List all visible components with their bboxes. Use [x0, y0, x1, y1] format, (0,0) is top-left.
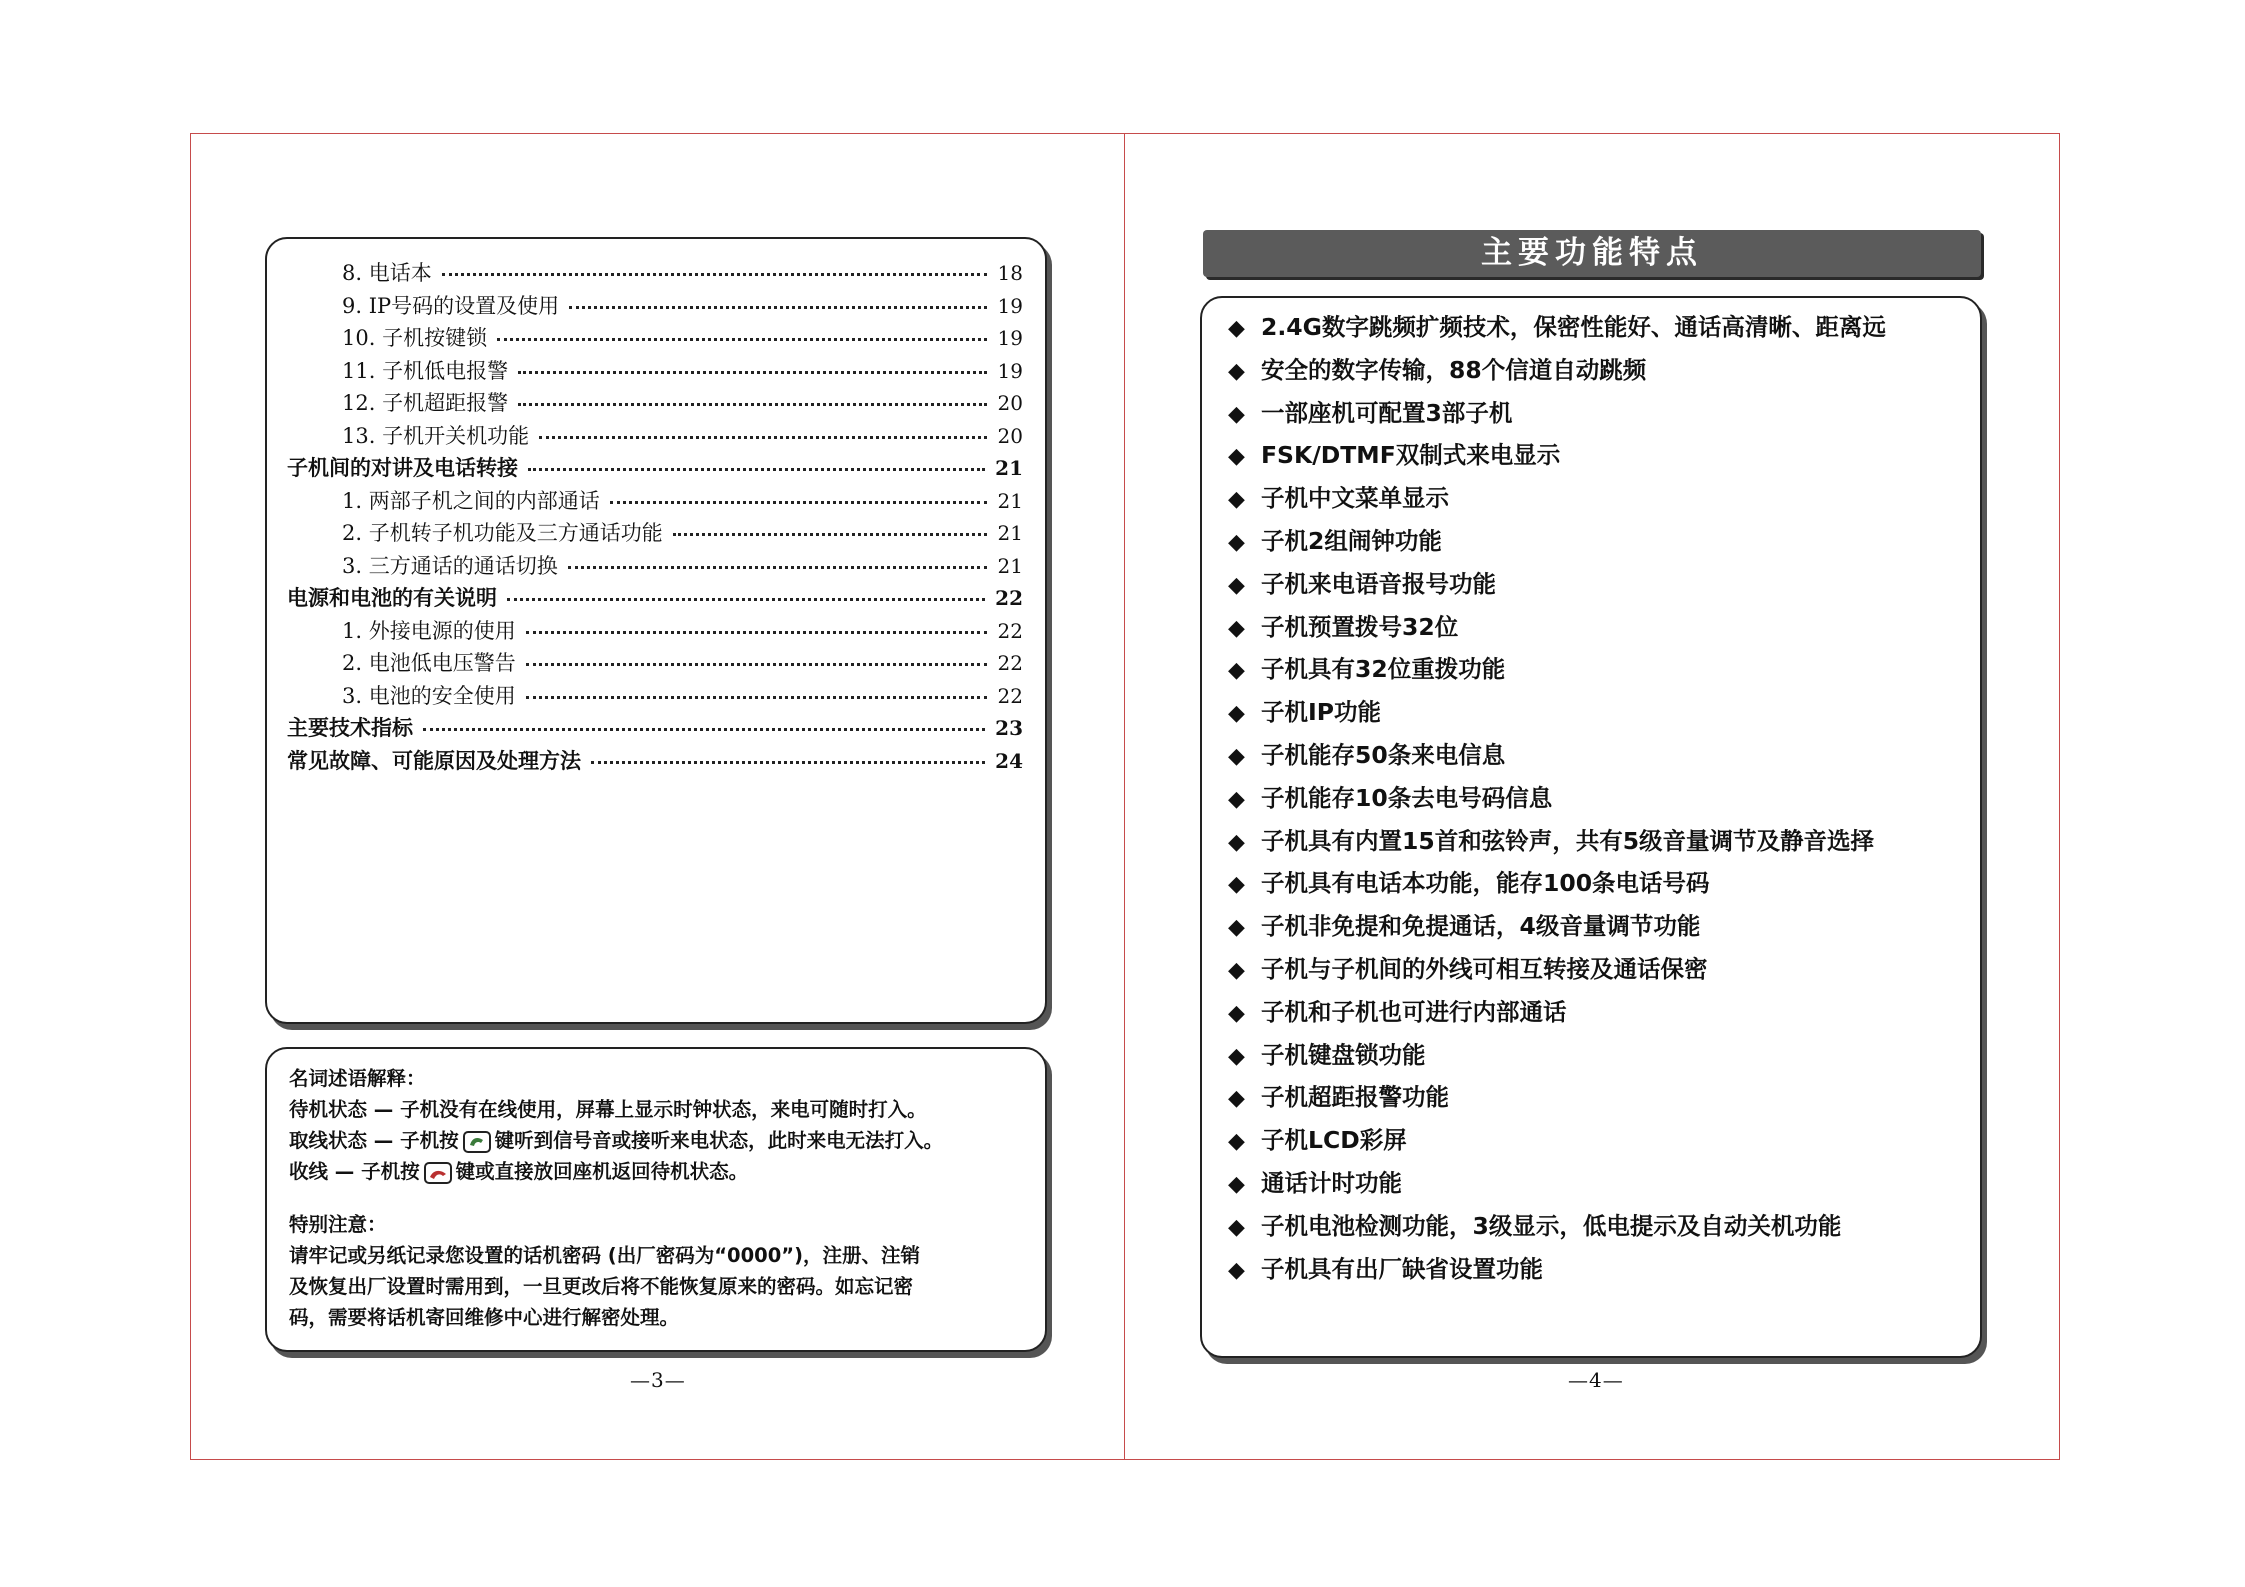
feature-text: 子机来电语音报号功能 [1261, 569, 1496, 598]
toc-leader-dots [591, 761, 985, 764]
feature-item [1228, 520, 1970, 563]
toc-leader-dots [526, 631, 987, 634]
toc-leader-dots [497, 338, 987, 341]
feature-text: 2.4G数字跳频扩频技术，保密性能好、通话高清晰、距离远 [1261, 313, 1886, 341]
glossary-panel [265, 1047, 1047, 1352]
toc-entry-page: 19 [997, 326, 1023, 350]
glossary-offhook-after: 键听到信号音或接听来电状态，此时来电无法打入。 [494, 1129, 944, 1152]
page-divider [1124, 133, 1125, 1460]
toc-entry [287, 420, 1023, 453]
feature-text: 子机2组闹钟功能 [1261, 526, 1442, 555]
toc-entry-page: 23 [995, 716, 1023, 740]
diamond-bullet-icon: ◆ [1228, 444, 1245, 470]
diamond-bullet-icon: ◆ [1228, 572, 1245, 598]
note-line-2: 及恢复出厂设置时需用到，一旦更改后将不能恢复原来的密码。如忘记密 [289, 1275, 914, 1298]
diamond-bullet-icon: ◆ [1228, 701, 1245, 727]
glossary-onhook-before: 收线 — 子机按 [289, 1160, 420, 1183]
feature-item [1228, 991, 1970, 1034]
page-number-left: —3— [630, 1368, 686, 1392]
diamond-bullet-icon: ◆ [1228, 658, 1245, 684]
feature-item [1228, 734, 1970, 777]
feature-item [1228, 392, 1970, 435]
toc-entry-page: 18 [997, 261, 1023, 285]
diamond-bullet-icon: ◆ [1228, 915, 1245, 941]
note-line-1: 请牢记或另纸记录您设置的话机密码 (出厂密码为“0000”)，注册、注销 [289, 1244, 921, 1267]
talk-key-icon [463, 1130, 491, 1154]
diamond-bullet-icon: ◆ [1228, 743, 1245, 769]
toc-entry [287, 485, 1023, 518]
toc-entry [287, 745, 1023, 778]
feature-text: FSK/DTMF双制式来电显示 [1261, 441, 1561, 470]
page-number-right: —4— [1568, 1368, 1624, 1392]
toc-list [287, 257, 1023, 777]
toc-entry-title: 子机间的对讲及电话转接 [287, 455, 518, 480]
toc-entry-page: 22 [995, 586, 1023, 610]
diamond-bullet-icon: ◆ [1228, 358, 1245, 384]
feature-text: 子机和子机也可进行内部通话 [1261, 997, 1567, 1026]
toc-entry-title: 电源和电池的有关说明 [287, 585, 497, 610]
diamond-bullet-icon: ◆ [1228, 401, 1245, 427]
toc-entry [287, 387, 1023, 420]
feature-item [1228, 948, 1970, 991]
diamond-bullet-icon: ◆ [1228, 1171, 1245, 1197]
feature-item [1228, 862, 1970, 905]
toc-entry-page: 22 [997, 683, 1023, 708]
diamond-bullet-icon: ◆ [1228, 529, 1245, 555]
feature-item [1228, 1034, 1970, 1077]
feature-text: 一部座机可配置3部子机 [1261, 398, 1513, 427]
toc-entry-title: 13. 子机开关机功能 [342, 423, 530, 448]
toc-entry-page: 19 [997, 293, 1023, 318]
diamond-bullet-icon: ◆ [1228, 316, 1245, 341]
features-list [1228, 306, 1970, 1290]
toc-entry [287, 517, 1023, 550]
feature-text: 子机具有32位重拨功能 [1261, 655, 1506, 684]
feature-text: 子机具有出厂缺省设置功能 [1261, 1254, 1543, 1283]
feature-text: 子机IP功能 [1261, 698, 1381, 727]
glossary-onhook-after: 键或直接放回座机返回待机状态。 [455, 1160, 749, 1183]
feature-text: 子机LCD彩屏 [1261, 1126, 1407, 1155]
feature-text: 通话计时功能 [1261, 1168, 1402, 1197]
toc-entry-title: 2. 子机转子机功能及三方通话功能 [342, 521, 663, 545]
toc-entry-page: 19 [997, 358, 1023, 383]
glossary-offhook [289, 1125, 1027, 1156]
feature-text: 子机超距报警功能 [1261, 1083, 1449, 1112]
toc-entry-page: 21 [997, 553, 1023, 578]
feature-item [1228, 1205, 1970, 1248]
toc-leader-dots [442, 273, 987, 276]
toc-entry [287, 452, 1023, 485]
feature-item [1228, 477, 1970, 520]
note-line-3: 码，需要将话机寄回维修中心进行解密处理。 [289, 1306, 680, 1329]
toc-entry [287, 550, 1023, 583]
feature-item [1228, 349, 1970, 392]
toc-entry [287, 257, 1023, 290]
toc-entry [287, 322, 1023, 355]
feature-item [1228, 1119, 1970, 1162]
toc-entry-title: 9. IP号码的设置及使用 [342, 293, 560, 318]
toc-entry-page: 20 [997, 423, 1023, 448]
toc-leader-dots [423, 728, 985, 731]
diamond-bullet-icon: ◆ [1228, 872, 1245, 898]
toc-leader-dots [526, 663, 987, 666]
toc-leader-dots [673, 533, 987, 536]
toc-entry-page: 21 [995, 456, 1023, 480]
feature-item [1228, 1248, 1970, 1291]
toc-entry-page: 22 [997, 618, 1023, 643]
toc-entry-title: 主要技术指标 [287, 715, 413, 740]
feature-text: 子机能存10条去电号码信息 [1261, 783, 1553, 812]
diamond-bullet-icon: ◆ [1228, 615, 1245, 641]
toc-entry [287, 712, 1023, 745]
feature-text: 子机能存50条来电信息 [1261, 740, 1506, 769]
feature-item [1228, 648, 1970, 691]
feature-item [1228, 905, 1970, 948]
toc-entry [287, 290, 1023, 323]
toc-leader-dots [539, 436, 987, 439]
feature-item [1228, 777, 1970, 820]
features-title: 主要功能特点 [1203, 230, 1981, 277]
diamond-bullet-icon: ◆ [1228, 1129, 1245, 1155]
toc-entry [287, 582, 1023, 615]
toc-entry [287, 355, 1023, 388]
toc-entry-title: 10. 子机按键锁 [342, 326, 488, 350]
glossary-onhook [289, 1156, 1027, 1187]
toc-entry-title: 8. 电话本 [342, 261, 432, 285]
feature-text: 安全的数字传输，88个信道自动跳频 [1261, 355, 1647, 384]
note-heading: 特别注意： [289, 1213, 387, 1236]
toc-entry-title: 11. 子机低电报警 [342, 358, 509, 383]
diamond-bullet-icon: ◆ [1228, 1257, 1245, 1283]
feature-item [1228, 434, 1970, 477]
toc-leader-dots [528, 468, 985, 471]
toc-entry-page: 21 [997, 488, 1023, 513]
toc-entry-page: 24 [995, 748, 1023, 773]
toc-leader-dots [507, 598, 985, 601]
feature-item [1228, 563, 1970, 606]
diamond-bullet-icon: ◆ [1228, 1000, 1245, 1026]
toc-entry-title: 3. 电池的安全使用 [342, 683, 516, 708]
toc-leader-dots [610, 501, 987, 504]
feature-text: 子机非免提和免提通话，4级音量调节功能 [1261, 912, 1701, 941]
diamond-bullet-icon: ◆ [1228, 1214, 1245, 1240]
glossary-offhook-before: 取线状态 — 子机按 [289, 1129, 459, 1152]
feature-item [1228, 1076, 1970, 1119]
feature-text: 子机具有内置15首和弦铃声，共有5级音量调节及静音选择 [1261, 826, 1875, 855]
glossary-body [289, 1063, 1027, 1333]
toc-entry [287, 647, 1023, 680]
toc-entry [287, 680, 1023, 713]
toc-panel [265, 237, 1047, 1024]
feature-text: 子机电池检测功能，3级显示，低电提示及自动关机功能 [1261, 1211, 1842, 1240]
glossary-heading: 名词述语解释： [289, 1067, 426, 1090]
features-panel [1200, 296, 1982, 1358]
toc-entry-title: 3. 三方通话的通话切换 [342, 553, 558, 578]
toc-entry-title: 1. 两部子机之间的内部通话 [342, 488, 600, 513]
end-key-icon [424, 1161, 452, 1185]
diamond-bullet-icon: ◆ [1228, 957, 1245, 983]
toc-leader-dots [568, 566, 987, 569]
diamond-bullet-icon: ◆ [1228, 487, 1245, 513]
toc-leader-dots [569, 306, 987, 309]
toc-entry-title: 1. 外接电源的使用 [342, 618, 516, 643]
toc-leader-dots [518, 403, 987, 406]
feature-text: 子机具有电话本功能，能存100条电话号码 [1261, 869, 1710, 898]
toc-entry-page: 21 [997, 521, 1023, 545]
glossary-standby: 待机状态 — 子机没有在线使用，屏幕上显示时钟状态，来电可随时打入。 [289, 1098, 927, 1121]
diamond-bullet-icon: ◆ [1228, 829, 1245, 855]
diamond-bullet-icon: ◆ [1228, 1043, 1245, 1069]
toc-entry-title: 12. 子机超距报警 [342, 391, 509, 415]
toc-entry-page: 22 [997, 651, 1023, 675]
toc-entry [287, 615, 1023, 648]
feature-text: 子机与子机间的外线可相互转接及通话保密 [1261, 954, 1708, 983]
feature-text: 子机预置拨号32位 [1261, 612, 1459, 641]
feature-item [1228, 820, 1970, 863]
toc-leader-dots [518, 371, 987, 374]
feature-item [1228, 306, 1970, 349]
toc-entry-title: 常见故障、可能原因及处理方法 [287, 747, 581, 773]
toc-entry-page: 20 [997, 391, 1023, 415]
diamond-bullet-icon: ◆ [1228, 786, 1245, 812]
feature-item [1228, 606, 1970, 649]
toc-entry-title: 2. 电池低电压警告 [342, 651, 516, 675]
feature-item [1228, 1162, 1970, 1205]
feature-text: 子机中文菜单显示 [1261, 484, 1449, 513]
feature-item [1228, 691, 1970, 734]
toc-leader-dots [526, 696, 987, 699]
diamond-bullet-icon: ◆ [1228, 1086, 1245, 1112]
feature-text: 子机键盘锁功能 [1261, 1040, 1426, 1069]
